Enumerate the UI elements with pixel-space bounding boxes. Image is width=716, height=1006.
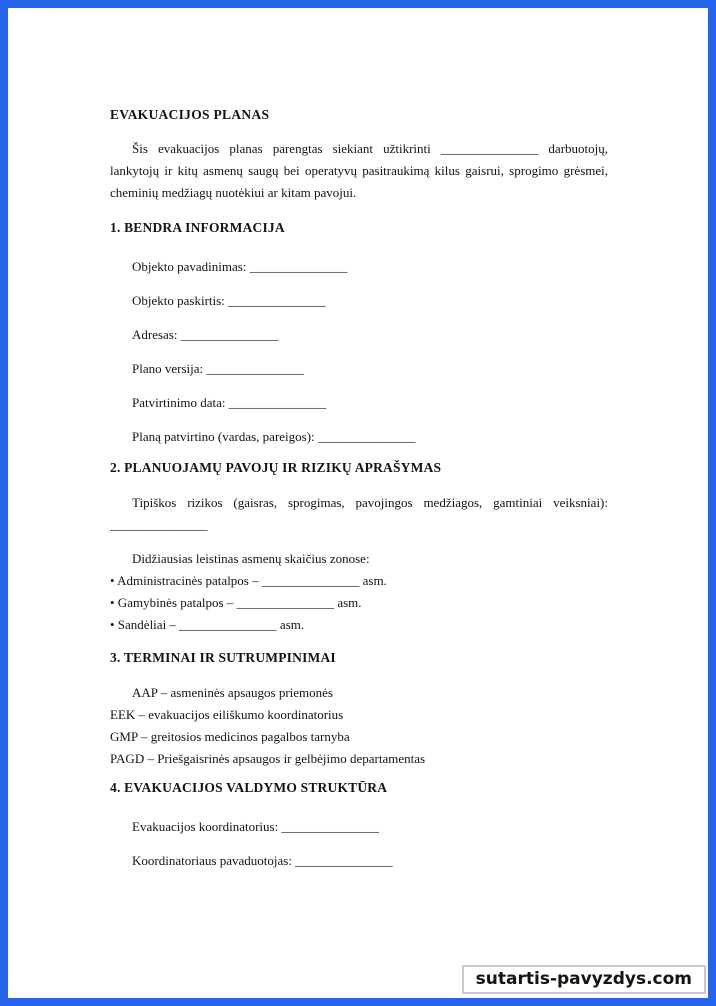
bullet-item-production: • Gamybinės patalpos – _______________ asm. xyxy=(110,595,362,610)
capacity-block xyxy=(110,548,608,636)
capacity-intro: Didžiausias leistinas asmenų skaičius zonose: xyxy=(132,551,370,566)
abbreviation-item-aap: AAP – asmeninės apsaugos priemonės xyxy=(132,685,333,700)
abbreviations-list xyxy=(110,682,608,770)
field-approval-date: Patvirtinimo data: _______________ xyxy=(132,395,327,410)
field-object-name: Objekto pavadinimas: _______________ xyxy=(132,259,348,274)
abbreviation-item-gmp: GMP – greitosios medicinos pagalbos tarnyba xyxy=(110,729,350,744)
field-object-purpose: Objekto paskirtis: _______________ xyxy=(132,293,326,308)
field-evacuation-coordinator: Evakuacijos koordinatorius: _______________ xyxy=(132,819,379,834)
section-4-heading: 4. EVAKUACIJOS VALDYMO STRUKTŪRA xyxy=(110,780,388,795)
watermark-badge[interactable] xyxy=(462,965,706,994)
abbreviation-item-eek: EEK – evakuacijos eiliškumo koordinatorius xyxy=(110,707,344,722)
document-content xyxy=(110,108,608,884)
field-approved-by: Planą patvirtino (vardas, pareigos): _______________ xyxy=(132,429,416,444)
field-plan-version: Plano versija: _______________ xyxy=(132,361,304,376)
bullet-item-warehouses: • Sandėliai – _______________ asm. xyxy=(110,617,305,632)
field-deputy-coordinator: Koordinatoriaus pavaduotojas: _______________ xyxy=(132,853,393,868)
typical-risks-line: Tipiškos rizikos (gaisras, sprogimas, pavojingos medžiagos, gamtiniai veiksniai): _______________ xyxy=(110,495,608,532)
abbreviation-item-pagd: PAGD – Priešgaisrinės apsaugos ir gelbėjimo departamentas xyxy=(110,751,426,766)
intro-paragraph: Šis evakuacijos planas parengtas siekiant užtikrinti _______________ darbuotojų, lankytojų ir kitų asmenų saugų bei operatyvų pasitraukimą kilus gaisrui, sprogimo grėsmei, cheminių medžiagų nuotėkiui ar kitam pavojui. xyxy=(110,141,608,200)
watermark-label: sutartis-pavyzdys.com xyxy=(475,969,692,989)
document-title: EVAKUACIJOS PLANAS xyxy=(110,107,270,122)
bullet-item-admin: • Administracinės patalpos – _______________ asm. xyxy=(110,573,387,588)
section-2-heading: 2. PLANUOJAMŲ PAVOJŲ IR RIZIKŲ APRAŠYMAS xyxy=(110,460,442,475)
field-address: Adresas: _______________ xyxy=(132,327,279,342)
section-3-heading: 3. TERMINAI IR SUTRUMPINIMAI xyxy=(110,650,336,665)
section-1-heading: 1. BENDRA INFORMACIJA xyxy=(110,220,285,235)
